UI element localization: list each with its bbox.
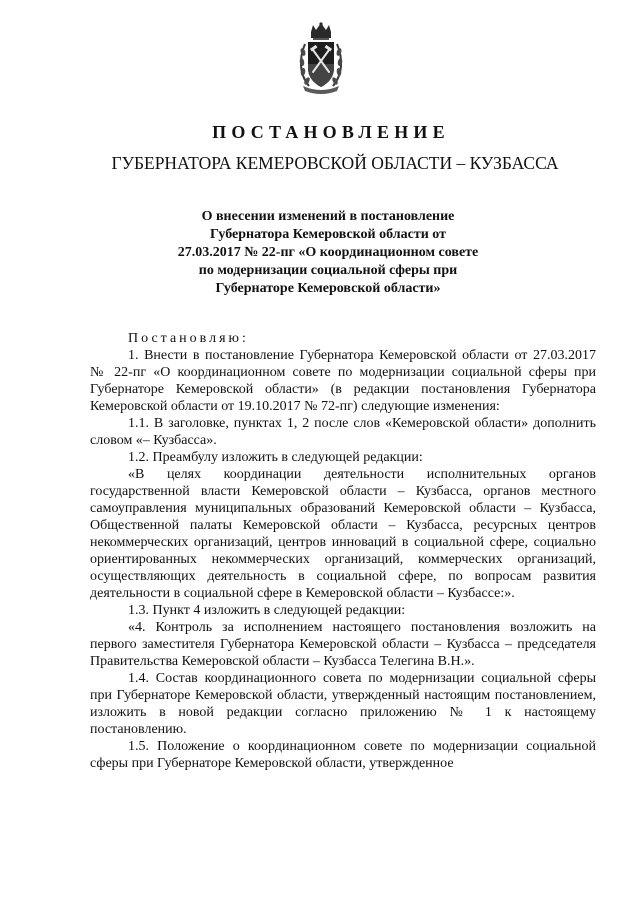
paragraph-item-1: 1. Внести в постановление Губернатора Кемеровской области от 27.03.2017 № 22-пг «О координационном совете по модернизации социальной сферы при Губернаторе Кемеровской области» (в редакции постановления Губернатора Кемеровской области от 19.10.2017 № 72-пг) следующие изменения: [90, 348, 596, 414]
clause-4-quote: «4. Контроль за исполнением настоящего постановления возложить на первого заместителя Губернатора Кемеровской области – Кузбасса – председателя Правительства Кемеровской области – Кузбасса Телегина В.Н.». [90, 620, 596, 669]
resolution-intro: Постановляю: [128, 331, 249, 346]
document-issuer: ГУБЕРНАТОРА КЕМЕРОВСКОЙ ОБЛАСТИ – КУЗБАССА [111, 153, 559, 173]
paragraph-item-1-2: 1.2. Преамбулу изложить в следующей редакции: [128, 450, 423, 465]
paragraph-item-1-1: 1.1. В заголовке, пунктах 1, 2 после слов «Кемеровской области» дополнить словом «– Кузбасса». [90, 416, 596, 448]
preamble-quote: «В целях координации деятельности исполнительных органов государственной власти Кемеровской области – Кузбасса, органов местного самоуправления муниципальных образований Кемеровской области – Кузбасса, Общественной палаты Кемеровской области – Кузбасса, ресурсных центров некоммерческих организаций, центров инноваций в социальной сфере, социально ориентированных некоммерческих организаций, коммерческих организаций, осуществляющих деятельность в социальной сфере, по вопросам развития деятельности в социальной сфере в Кемеровской области – Кузбассе:». [90, 467, 596, 601]
title-line: по модернизации социальной сферы при [198, 263, 458, 278]
document-title [140, 208, 516, 298]
coat-of-arms-emblem [297, 22, 345, 94]
title-line: Губернаторе Кемеровской области» [215, 281, 441, 296]
document-body [90, 330, 596, 772]
title-line: О внесении изменений в постановление [201, 209, 455, 224]
title-line: Губернатора Кемеровской области от [210, 227, 446, 242]
paragraph-item-1-5: 1.5. Положение о координационном совете по модернизации социальной сферы при Губернаторе Кемеровской области, утвержденное [90, 739, 596, 771]
title-line: 27.03.2017 № 22-пг «О координационном совете [177, 245, 479, 260]
paragraph-item-1-4: 1.4. Состав координационного совета по модернизации социальной сферы при Губернаторе Кемеровской области, утвержденный настоящим постановлением, изложить в новой редакции согласно приложению № 1 к настоящему постановлению. [90, 671, 596, 737]
paragraph-item-1-3: 1.3. Пункт 4 изложить в следующей редакции: [128, 603, 406, 618]
document-type-heading: ПОСТАНОВЛЕНИЕ [212, 122, 450, 142]
